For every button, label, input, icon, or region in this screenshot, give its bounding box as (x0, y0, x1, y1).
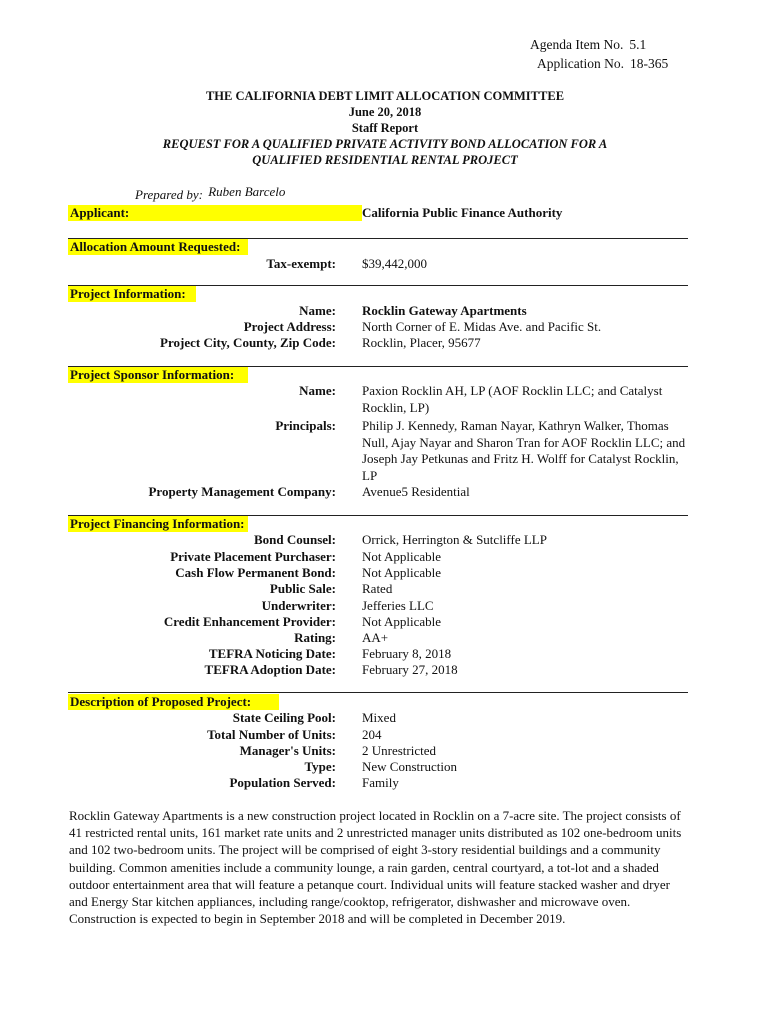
request-line-1: REQUEST FOR A QUALIFIED PRIVATE ACTIVITY BOND ALLOCATION FOR A (162, 137, 608, 151)
financing-label: Cash Flow Permanent Bond: (175, 565, 336, 580)
description-value: Mixed (362, 710, 396, 725)
financing-value: AA+ (362, 630, 389, 645)
request-line-2: QUALIFIED RESIDENTIAL RENTAL PROJECT (252, 153, 518, 167)
financing-value: February 27, 2018 (362, 662, 458, 677)
project-info-heading: Project Information: (68, 286, 196, 302)
financing-heading: Project Financing Information: (68, 516, 248, 532)
description-label: Total Number of Units: (207, 726, 336, 742)
financing-label: Credit Enhancement Provider: (163, 613, 336, 629)
application-label: Application No. (537, 56, 624, 71)
description-label: Type: (304, 759, 336, 774)
section-divider (68, 692, 688, 693)
financing-value: Jefferies LLC (362, 597, 434, 613)
project-address-label: Project Address: (243, 319, 336, 334)
application-value: 18-365 (630, 56, 669, 71)
financing-value: Rated (362, 581, 393, 596)
tax-exempt-label: Tax-exempt: (266, 256, 336, 271)
description-label: State Ceiling Pool: (232, 710, 336, 725)
description-value: New Construction (362, 759, 457, 774)
project-city-value: Rocklin, Placer, 95677 (362, 335, 481, 350)
project-address-value: North Corner of E. Midas Ave. and Pacific St. (362, 319, 602, 334)
description-value: 2 Unrestricted (362, 743, 437, 758)
prepared-by-name: Ruben Barcelo (208, 184, 286, 199)
financing-label: Underwriter: (261, 597, 336, 613)
project-name-value: Rocklin Gateway Apartments (362, 303, 527, 318)
project-description-paragraph: Rocklin Gateway Apartments is a new construction project located in Rocklin on a 7-acre site. The project consists of 41 restricted rental units, 161 market rate units and 2 unrestricted manager units distributed as 102 one-bedroom units and 102 two-bedroom units. The project will be comprised of eight 3-story residential buildings and a community building. Common amenities include a community lounge, a rain garden, central courtyard, a tot-lot and a shaded outdoor entertainment area that will feature a petanque court. Individual units will feature stacked washer and dryer and Energy Star kitchen appliances, including range/cooktop, refrigerator, dishwasher and microwave oven. Construction is expected to begin in September 2018 and will be completed in December 2019. (69, 808, 682, 927)
financing-value: Orrick, Herrington & Sutcliffe LLP (362, 532, 547, 547)
committee-title: THE CALIFORNIA DEBT LIMIT ALLOCATION COMMITTEE (205, 89, 565, 103)
financing-label: TEFRA Noticing Date: (208, 646, 336, 661)
tax-exempt-value: $39,442,000 (362, 256, 427, 271)
property-management-label: Property Management Company: (148, 484, 336, 499)
agenda-item (530, 35, 646, 54)
report-date: June 20, 2018 (348, 105, 422, 119)
description-value: 204 (362, 726, 382, 742)
applicant-label: Applicant: (68, 205, 362, 221)
financing-label: Public Sale: (269, 581, 336, 596)
financing-value: Not Applicable (362, 565, 442, 580)
prepared-by (135, 184, 286, 203)
description-value: Family (362, 775, 399, 790)
description-label: Manager's Units: (239, 743, 336, 758)
prepared-by-label: Prepared by: (135, 187, 203, 202)
project-name-label: Name: (299, 303, 336, 318)
financing-label: Rating: (294, 630, 336, 645)
financing-value: Not Applicable (362, 548, 442, 564)
agenda-item-label: Agenda Item No. (530, 37, 624, 52)
sponsor-heading: Project Sponsor Information: (68, 367, 248, 383)
agenda-item-value: 5.1 (629, 37, 647, 52)
financing-value: Not Applicable (362, 613, 442, 629)
financing-label: TEFRA Adoption Date: (204, 662, 336, 677)
property-management-value: Avenue5 Residential (362, 484, 470, 499)
application-number (537, 54, 668, 73)
applicant-value: California Public Finance Authority (362, 205, 563, 220)
allocation-heading: Allocation Amount Requested: (68, 239, 248, 255)
financing-label: Bond Counsel: (254, 532, 336, 547)
sponsor-name-value: Paxion Rocklin AH, LP (AOF Rocklin LLC; and Catalyst Rocklin, LP) (362, 383, 663, 415)
report-type: Staff Report (351, 121, 419, 135)
financing-label: Private Placement Purchaser: (170, 548, 336, 564)
description-label: Population Served: (229, 775, 336, 790)
description-heading: Description of Proposed Project: (68, 694, 279, 710)
sponsor-name-label: Name: (299, 383, 336, 398)
financing-value: February 8, 2018 (362, 646, 452, 661)
principals-label: Principals: (275, 418, 336, 433)
principals-value: Philip J. Kennedy, Raman Nayar, Kathryn Walker, Thomas Null, Ajay Nayar and Sharon Tran for AOF Rocklin LLC; and Joseph Jay Petkunas and Fritz H. Wolff for Catalyst Rocklin, LP (362, 418, 686, 483)
project-city-label: Project City, County, Zip Code: (160, 335, 336, 350)
